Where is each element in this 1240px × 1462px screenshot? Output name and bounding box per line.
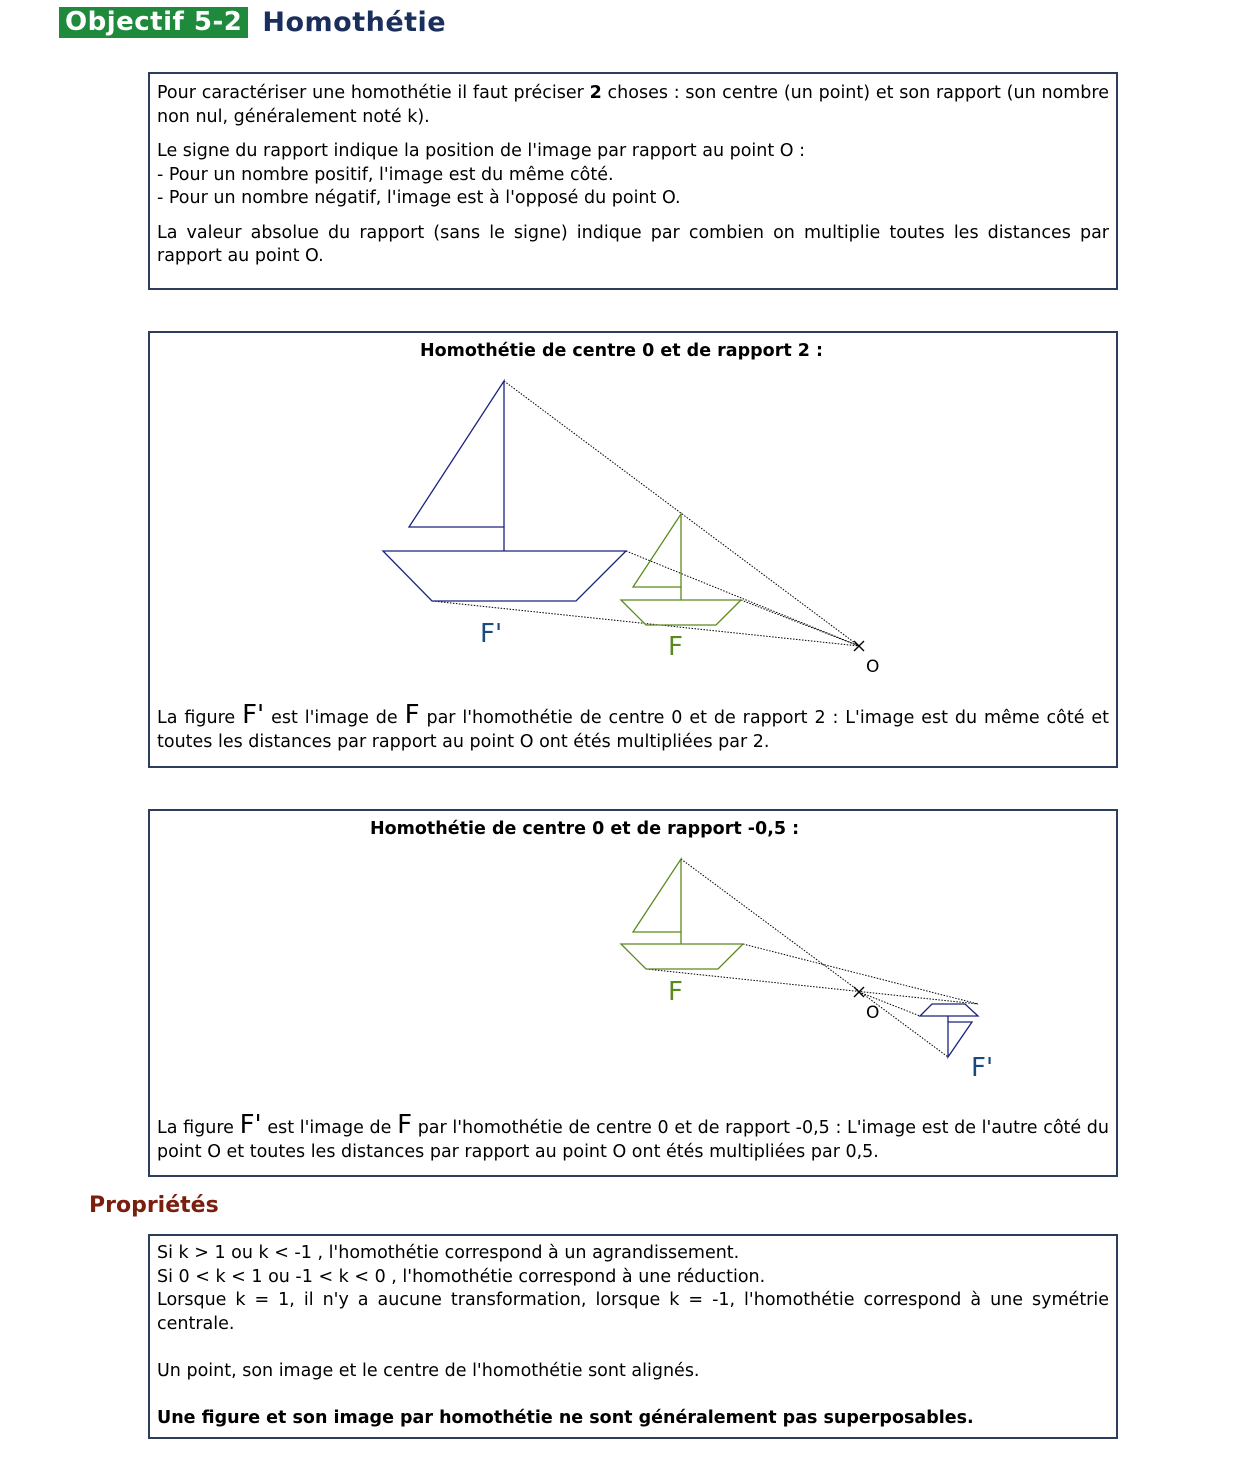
page-title: Homothétie (262, 6, 447, 38)
page-header (59, 6, 446, 38)
image-boat-f-prime (383, 381, 626, 601)
construction-line (626, 551, 859, 646)
figure-2-title: Homothétie de centre 0 et de rapport -0,5 : (370, 819, 800, 839)
construction-line (743, 944, 978, 1004)
properties-title: Propriétés (89, 1193, 219, 1218)
label-center-o: O (866, 1003, 880, 1023)
construction-lines (646, 859, 978, 1057)
property-line: Si 0 < k < 1 ou -1 < k < 0 , l'homothétie correspond à une réduction. (157, 1266, 766, 1287)
object-boat-f (621, 514, 741, 625)
intro-line: - Pour un nombre positif, l'image est du même côté. (157, 164, 614, 185)
intro-bold-number: 2 (589, 83, 602, 103)
image-boat-f-prime (920, 1004, 978, 1057)
image-hull (383, 551, 626, 601)
figure-1-title: Homothétie de centre 0 et de rapport 2 : (420, 341, 824, 361)
label-f: F (668, 977, 683, 1007)
construction-line (741, 600, 859, 646)
caption-f: F (404, 700, 420, 730)
label-center-o: O (866, 657, 880, 677)
object-sail (633, 859, 681, 932)
property-line: Si k > 1 ou k < -1 , l'homothétie correspond à un agrandissement. (157, 1243, 740, 1263)
figure-1-drawing (150, 333, 1116, 766)
figure-1-caption: La figure F' est l'image de F par l'homothétie de centre 0 et de rapport 2 : L'image est du même côté et toutes les distances par rapport au point O ont étés multipliées par 2. (157, 700, 1109, 752)
objective-tag: Objectif 5-2 (59, 7, 248, 38)
figure-2-box (148, 809, 1118, 1177)
caption-f-prime: F' (242, 700, 265, 730)
caption-f-prime: F' (239, 1110, 262, 1140)
intro-paragraph-2 (157, 140, 1109, 211)
center-o-cross (854, 641, 864, 651)
label-f-prime: F' (971, 1053, 994, 1083)
caption-f: F (397, 1110, 413, 1140)
intro-paragraph-1: Pour caractériser une homothétie il faut préciser 2 choses : son centre (un point) et son rapport (un nombre non nul, généralement noté k). (157, 83, 1109, 127)
figure-2-caption: La figure F' est l'image de F par l'homothétie de centre 0 et de rapport -0,5 : L'image est de l'autre côté du point O et toutes les distances par rapport au point O ont étés multipliées par 0,5. (157, 1110, 1109, 1162)
intro-line: - Pour un nombre négatif, l'image est à l'opposé du point O. (157, 188, 681, 208)
intro-paragraph-3: La valeur absolue du rapport (sans le signe) indique par combien on multiplie toutes les distances par rapport au point O. (157, 222, 1109, 266)
property-conclusion: Une figure et son image par homothétie ne sont généralement pas superposables. (157, 1407, 974, 1428)
object-boat-f (621, 859, 743, 969)
intro-box (148, 72, 1118, 290)
construction-lines (432, 381, 859, 646)
intro-line: Le signe du rapport indique la position de l'image par rapport au point O : (157, 141, 806, 161)
image-hull (920, 1004, 978, 1016)
figure-1-box (148, 331, 1118, 768)
object-sail (633, 514, 681, 587)
property-aligned: Un point, son image et le centre de l'homothétie sont alignés. (157, 1360, 700, 1381)
center-o-cross (854, 987, 864, 997)
image-sail (409, 381, 504, 527)
property-line: Lorsque k = 1, il n'y a aucune transformation, lorsque k = -1, l'homothétie correspond à une symétrie centrale. (157, 1290, 1109, 1334)
properties-box (148, 1234, 1118, 1439)
label-f: F (668, 632, 683, 662)
construction-line (646, 969, 978, 1004)
image-sail (948, 1022, 972, 1057)
object-hull (621, 944, 743, 969)
label-f-prime: F' (480, 619, 503, 649)
object-hull (621, 600, 741, 625)
construction-line (681, 859, 948, 1057)
